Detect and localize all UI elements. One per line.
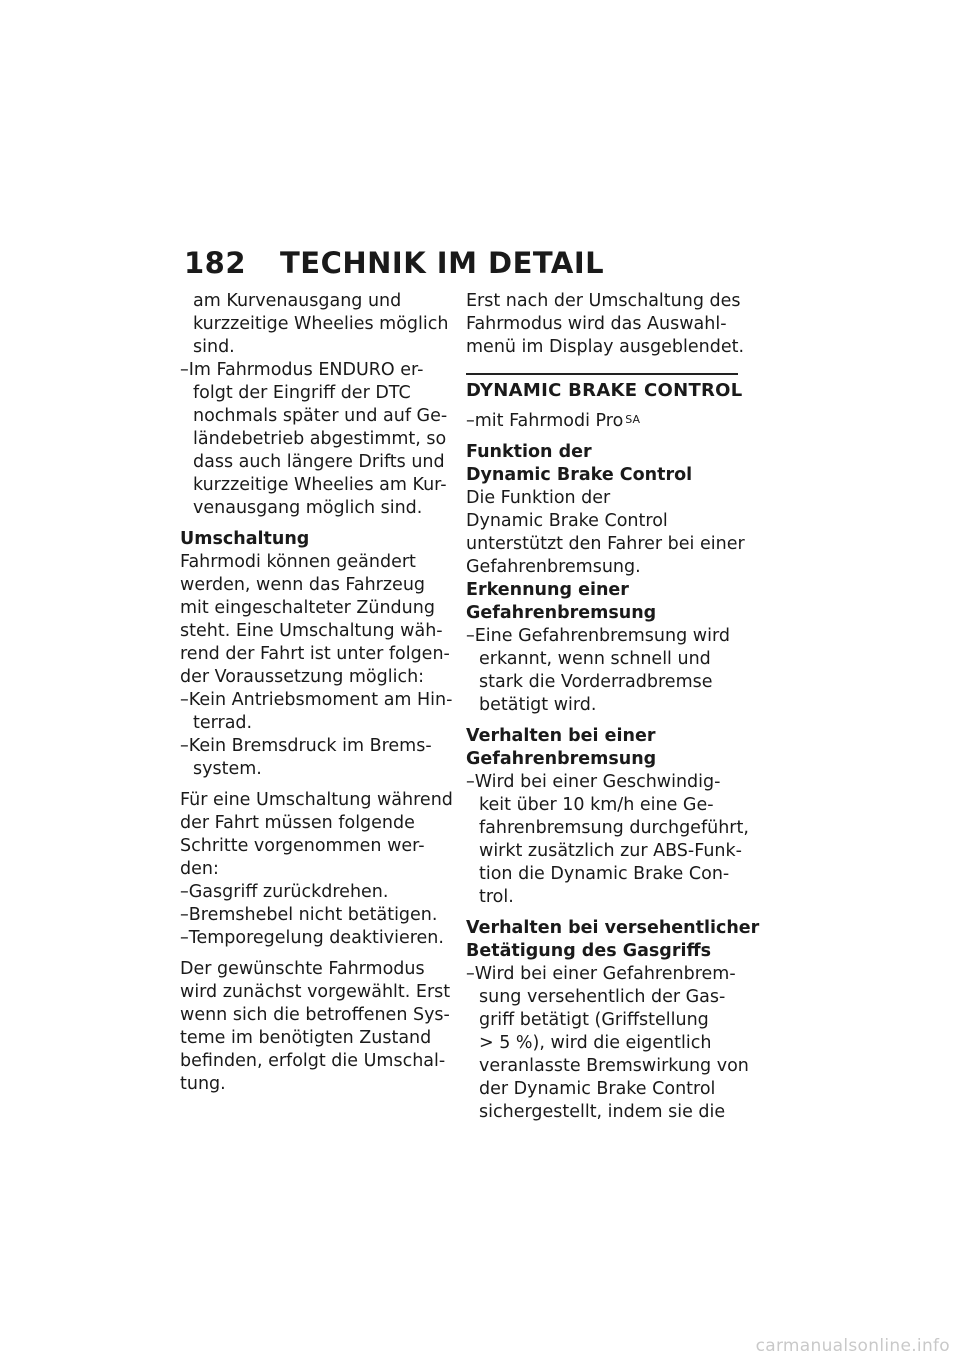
- text-line: –Gasgriff zurückdrehen.: [180, 882, 389, 902]
- paragraph-auswahlmenue: [466, 290, 745, 359]
- text-line: Schritte vorgenommen wer-: [180, 836, 425, 856]
- paragraph-funktion: [466, 487, 745, 579]
- text-line: Fahrmodi können geändert: [180, 552, 416, 572]
- text-line: wenn sich die betroffenen Sys-: [180, 1005, 450, 1025]
- text-line: dass auch längere Drifts und: [193, 452, 445, 472]
- sa-text: –mit Fahrmodi Pro: [466, 411, 624, 431]
- text-line: system.: [193, 759, 262, 779]
- text-line: betätigt wird.: [479, 695, 597, 715]
- text-line: –Eine Gefahrenbremsung wird: [466, 626, 730, 646]
- paragraph-schritte: [180, 789, 452, 950]
- text-line: menü im Display ausgeblendet.: [466, 337, 745, 357]
- text-line: folgt der Eingriff der DTC: [193, 383, 411, 403]
- right-column: [466, 290, 760, 1124]
- text-line: wirkt zusätzlich zur ABS-Funk-: [479, 841, 742, 861]
- page-header: [184, 246, 604, 280]
- text-line: unterstützt den Fahrer bei einer: [466, 534, 745, 554]
- text-line: Erst nach der Umschaltung des: [466, 291, 741, 311]
- text-line: keit über 10 km/h eine Ge-: [479, 795, 714, 815]
- text-line: mit eingeschalteter Zündung: [180, 598, 435, 618]
- section-title: DYNAMIC BRAKE CONTROL: [466, 380, 743, 401]
- text-line: stark die Vorderradbremse: [479, 672, 713, 692]
- list-item-antriebsmoment: [180, 689, 452, 735]
- text-line: sind.: [193, 337, 235, 357]
- subheading-umschaltung: Umschaltung: [180, 529, 310, 549]
- subheading-verhalten: [466, 725, 738, 771]
- page-number: 182: [184, 246, 247, 280]
- chapter-title: TECHNIK IM DETAIL: [280, 246, 605, 280]
- text-line: kurzzeitige Wheelies möglich: [193, 314, 449, 334]
- text-line: nochmals später und auf Ge-: [193, 406, 448, 426]
- watermark: carmanualsonline.info: [755, 1336, 950, 1356]
- text-line: Verhalten bei einer: [466, 726, 656, 746]
- sa-superscript: SA: [625, 413, 641, 426]
- list-item-verhalten: [466, 771, 749, 909]
- text-line: > 5 %), wird die eigentlich: [479, 1033, 712, 1053]
- text-line: Funktion der: [466, 442, 592, 462]
- text-line: –Im Fahrmodus ENDURO er-: [180, 360, 424, 380]
- left-column: [180, 290, 452, 1096]
- text-line: trol.: [479, 887, 514, 907]
- text-line: –Wird bei einer Geschwindig-: [466, 772, 721, 792]
- text-line: Für eine Umschaltung während: [180, 790, 453, 810]
- text-line: sichergestellt, indem sie die: [479, 1102, 726, 1122]
- list-item-versehentlich: [466, 963, 749, 1124]
- list-item-erkennung: [466, 625, 738, 717]
- text-line: der Fahrt müssen folgende: [180, 813, 415, 833]
- text-line: teme im benötigten Zustand: [180, 1028, 432, 1048]
- text-line: Dynamic Brake Control: [466, 511, 668, 531]
- text-line: werden, wenn das Fahrzeug: [180, 575, 426, 595]
- text-line: tung.: [180, 1074, 226, 1094]
- paragraph-continued: [180, 290, 452, 359]
- text-line: Betätigung des Gasgriffs: [466, 941, 712, 961]
- text-line: –Kein Bremsdruck im Brems-: [180, 736, 432, 756]
- text-line: kurzzeitige Wheelies am Kur-: [193, 475, 447, 495]
- paragraph-vorgewaehlt: [180, 958, 452, 1096]
- text-line: der Voraussetzung möglich:: [180, 667, 425, 687]
- text-line: Verhalten bei versehentlicher: [466, 918, 760, 938]
- list-item-enduro: [180, 359, 452, 520]
- text-line: –Wird bei einer Gefahrenbrem-: [466, 964, 736, 984]
- text-line: den:: [180, 859, 219, 879]
- text-line: Gefahrenbremsung: [466, 603, 657, 623]
- text-line: Die Funktion der: [466, 488, 611, 508]
- subheading-funktion: [466, 441, 738, 487]
- subheading-erkennung: [466, 579, 738, 625]
- text-line: tion die Dynamic Brake Con-: [479, 864, 730, 884]
- text-line: griff betätigt (Griffstellung: [479, 1010, 709, 1030]
- text-line: Dynamic Brake Control: [466, 465, 693, 485]
- text-line: Gefahrenbremsung: [466, 749, 657, 769]
- text-line: Erkennung einer: [466, 580, 629, 600]
- text-line: der Dynamic Brake Control: [479, 1079, 716, 1099]
- text-line: terrad.: [193, 713, 253, 733]
- section-divider: [466, 373, 743, 402]
- text-line: befinden, erfolgt die Umschal-: [180, 1051, 446, 1071]
- text-line: ländebetrieb abgestimmt, so: [193, 429, 447, 449]
- text-line: steht. Eine Umschaltung wäh-: [180, 621, 443, 641]
- text-line: fahrenbremsung durchgeführt,: [479, 818, 749, 838]
- sa-line: [466, 410, 738, 433]
- text-line: –Temporegelung deaktivieren.: [180, 928, 444, 948]
- text-line: wird zunächst vorgewählt. Erst: [180, 982, 451, 1002]
- text-line: erkannt, wenn schnell und: [479, 649, 711, 669]
- text-line: Gefahrenbremsung.: [466, 557, 641, 577]
- text-line: Fahrmodus wird das Auswahl-: [466, 314, 727, 334]
- text-line: veranlasste Bremswirkung von: [479, 1056, 749, 1076]
- paragraph-umschaltung: [180, 551, 452, 689]
- text-line: –Bremshebel nicht betätigen.: [180, 905, 438, 925]
- text-line: venausgang möglich sind.: [193, 498, 423, 518]
- text-line: rend der Fahrt ist unter folgen-: [180, 644, 450, 664]
- list-item-bremsdruck: [180, 735, 452, 781]
- text-line: sung versehentlich der Gas-: [479, 987, 726, 1007]
- text-line: am Kurvenausgang und: [193, 291, 402, 311]
- subheading-versehentlich: [466, 917, 760, 963]
- text-line: Der gewünschte Fahrmodus: [180, 959, 425, 979]
- text-line: –Kein Antriebsmoment am Hin-: [180, 690, 453, 710]
